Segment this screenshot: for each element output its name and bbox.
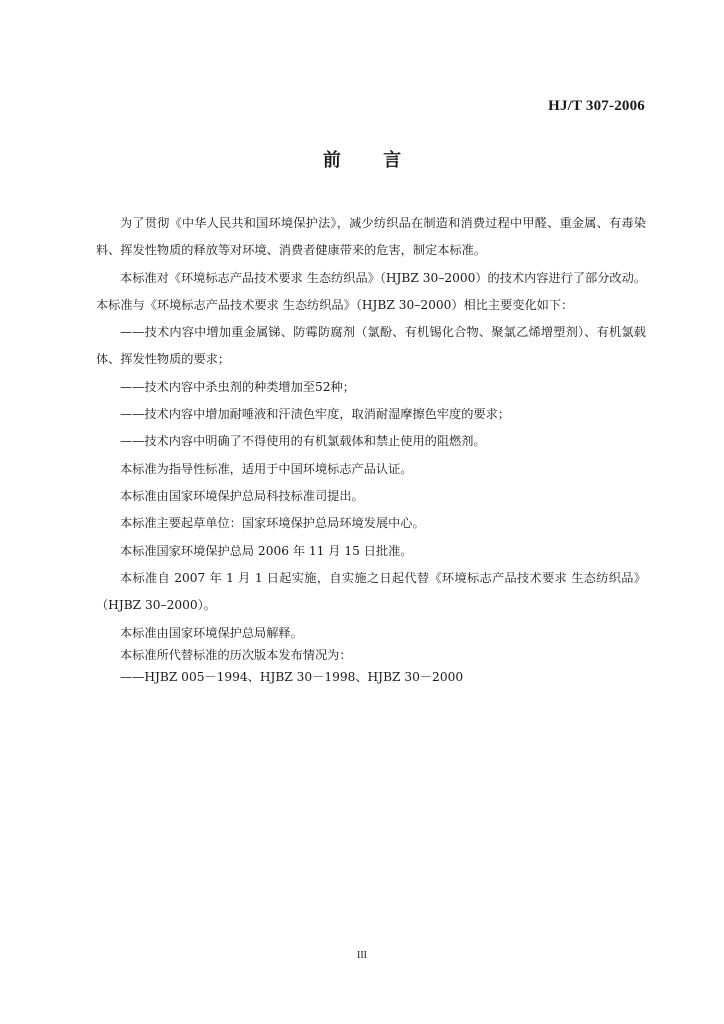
- paragraph: 为了贯彻《中华人民共和国环境保护法》，减少纺织品在制造和消费过程中甲醛、重金属、有毒染料、挥发性物质的释放等对环境、消费者健康带来的危害，制定本标准。: [96, 216, 646, 258]
- document-body: [96, 210, 646, 688]
- paragraph: 本标准由国家环境保护总局解释。: [120, 626, 303, 641]
- page-title: 前 言: [322, 150, 420, 171]
- standard-number: HJ/T 307-2006: [548, 98, 645, 114]
- paragraph: 本标准为指导性标准，适用于中国环境标志产品认证。: [120, 461, 413, 476]
- paragraph: 本标准主要起草单位：国家环境保护总局环境发展中心。: [120, 516, 425, 531]
- page-number: III: [357, 950, 367, 961]
- list-item: ——技术内容中杀虫剂的种类增加至52种；: [120, 379, 355, 394]
- paragraph: 本标准所代替标准的历次版本发布情况为：: [120, 648, 352, 663]
- list-item: ——技术内容中增加重金属锑、防霉防腐剂（氯酚、有机锡化合物、聚氯乙烯增塑剂）、有机氯载体、挥发性物质的要求；: [96, 325, 646, 367]
- list-item: ——HJBZ 005－1994、HJBZ 30－1998、HJBZ 30－2000: [120, 670, 464, 685]
- paragraph: 本标准由国家环境保护总局科技标准司提出。: [120, 488, 364, 503]
- paragraph: 本标准国家环境保护总局 2006 年 11 月 15 日批准。: [120, 543, 413, 558]
- paragraph: 本标准自 2007 年 1 月 1 日起实施，自实施之日起代替《环境标志产品技术要求 生态纺织品》（HJBZ 30–2000）。: [96, 570, 646, 613]
- list-item: ——技术内容中增加耐唾液和汗渍色牢度，取消耐湿摩擦色牢度的要求；: [120, 407, 510, 422]
- list-item: ——技术内容中明确了不得使用的有机氯载体和禁止使用的阻燃剂。: [120, 434, 486, 449]
- paragraph: 本标准对《环境标志产品技术要求 生态纺织品》（HJBZ 30–2000）的技术内容进行了部分改动。本标准与《环境标志产品技术要求 生态纺织品》（HJBZ 30–2000）相比主要变化如下：: [96, 270, 646, 312]
